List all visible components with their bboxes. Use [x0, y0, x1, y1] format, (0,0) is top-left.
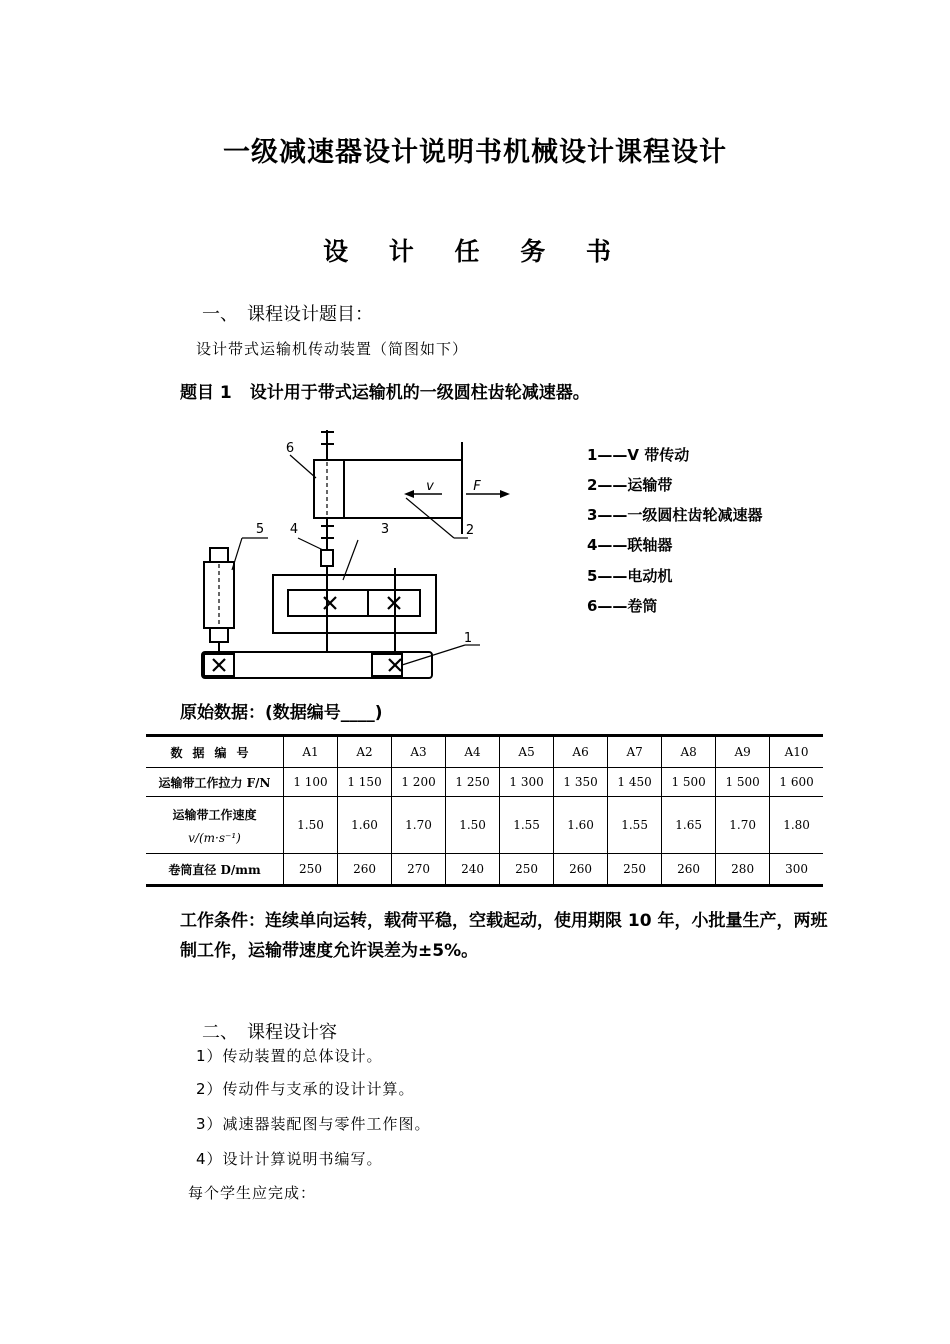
legend-item-4: 4——联轴器: [587, 536, 673, 554]
table-cell: 1.60: [338, 797, 392, 854]
table-cell: 1.70: [716, 797, 770, 854]
section1-heading: 一、 课程设计题目：: [202, 304, 373, 325]
table-cell: 1 500: [716, 768, 770, 797]
row-label: [146, 797, 284, 854]
diagram-label-5: 5: [255, 522, 265, 537]
table-cell: 250: [608, 854, 662, 886]
table-cell: 1.50: [284, 797, 338, 854]
document-title: 一级减速器设计说明书机械设计课程设计: [223, 137, 727, 168]
table-cell: 280: [716, 854, 770, 886]
column-header: A8: [662, 736, 716, 768]
drum-shape: [314, 460, 344, 518]
table-cell: 240: [446, 854, 500, 886]
table-row: [146, 768, 823, 797]
table-cell: 250: [500, 854, 554, 886]
force-symbol: F: [473, 479, 481, 494]
problem-text: 设计用于带式运输机的一级圆柱齿轮减速器。: [249, 383, 590, 403]
diagram-label-4: 4: [289, 522, 299, 537]
diagram-label-6: 6: [285, 441, 295, 456]
section2-item-3: 3）减速器装配图与零件工作图。: [196, 1115, 431, 1133]
column-header: A1: [284, 736, 338, 768]
section2-item-4: 4）设计计算说明书编写。: [196, 1150, 383, 1168]
row-label: 运输带工作拉力 F/N: [146, 768, 284, 797]
table-cell: 270: [392, 854, 446, 886]
legend-item-1: 1——V 带传动: [587, 446, 690, 464]
diagram-label-1: 1: [463, 631, 473, 646]
legend-item-5: 5——电动机: [587, 567, 673, 585]
diagram-label-3: 3: [380, 522, 390, 537]
legend-item-2: 2——运输带: [587, 476, 673, 494]
column-header: A3: [392, 736, 446, 768]
column-header: A2: [338, 736, 392, 768]
row-label: 卷筒直径 D/mm: [146, 854, 284, 886]
velocity-symbol: v: [426, 479, 434, 494]
table-cell: 260: [338, 854, 392, 886]
table-cell: 1 350: [554, 768, 608, 797]
problem-number: 题目 1: [180, 383, 232, 403]
section2-item-1: 1）传动装置的总体设计。: [196, 1047, 383, 1065]
table-cell: 1.80: [770, 797, 823, 854]
table-row: [146, 854, 823, 886]
table-cell: 1 200: [392, 768, 446, 797]
raw-data-table: [146, 734, 823, 887]
table-cell: 1.70: [392, 797, 446, 854]
table-row: [146, 797, 823, 854]
table-cell: 1 300: [500, 768, 554, 797]
table-cell: 1 150: [338, 768, 392, 797]
table-cell: 1 450: [608, 768, 662, 797]
table-cell: 260: [662, 854, 716, 886]
table-cell: 1.60: [554, 797, 608, 854]
column-header: A6: [554, 736, 608, 768]
work-conditions: 工作条件：连续单向运转，载荷平稳，空载起动，使用期限 10 年，小批量生产，两班制工作，运输带速度允许误差为±5%。: [180, 911, 828, 961]
section2-item-2: 2）传动件与支承的设计计算。: [196, 1080, 415, 1098]
column-header: A7: [608, 736, 662, 768]
table-cell: 1 500: [662, 768, 716, 797]
table-cell: 1.55: [608, 797, 662, 854]
diagram-label-2: 2: [465, 523, 475, 538]
reducer-housing: [273, 575, 436, 633]
row-label-line2: v/(m·s⁻¹): [188, 830, 241, 845]
section-title: 设 计 任 务 书: [323, 237, 627, 266]
table-cell: 250: [284, 854, 338, 886]
column-header: A5: [500, 736, 554, 768]
raw-data-label: 原始数据：(数据编号____): [180, 703, 383, 723]
legend-item-3: 3——一级圆柱齿轮减速器: [587, 506, 763, 524]
column-header: A4: [446, 736, 500, 768]
column-header: A10: [770, 736, 823, 768]
table-cell: 1 100: [284, 768, 338, 797]
column-header: A9: [716, 736, 770, 768]
table-cell: 1.65: [662, 797, 716, 854]
table-cell: 1 600: [770, 768, 823, 797]
problem-title: [180, 378, 590, 403]
table-header-label: 数据编号: [146, 736, 284, 768]
section1-description: 设计带式运输机传动装置（简图如下）: [196, 340, 469, 358]
table-cell: 300: [770, 854, 823, 886]
table-cell: 1.50: [446, 797, 500, 854]
row-label-line1: 运输带工作速度: [172, 807, 257, 822]
table-header-row: [146, 736, 823, 768]
table-cell: 260: [554, 854, 608, 886]
legend-item-6: 6——卷筒: [587, 597, 658, 615]
table-cell: 1.55: [500, 797, 554, 854]
transmission-diagram: [190, 420, 520, 690]
v-belt: [202, 652, 432, 678]
table-cell: 1 250: [446, 768, 500, 797]
section2-note: 每个学生应完成：: [188, 1184, 317, 1202]
section2-heading: 二、 课程设计容: [202, 1022, 337, 1043]
